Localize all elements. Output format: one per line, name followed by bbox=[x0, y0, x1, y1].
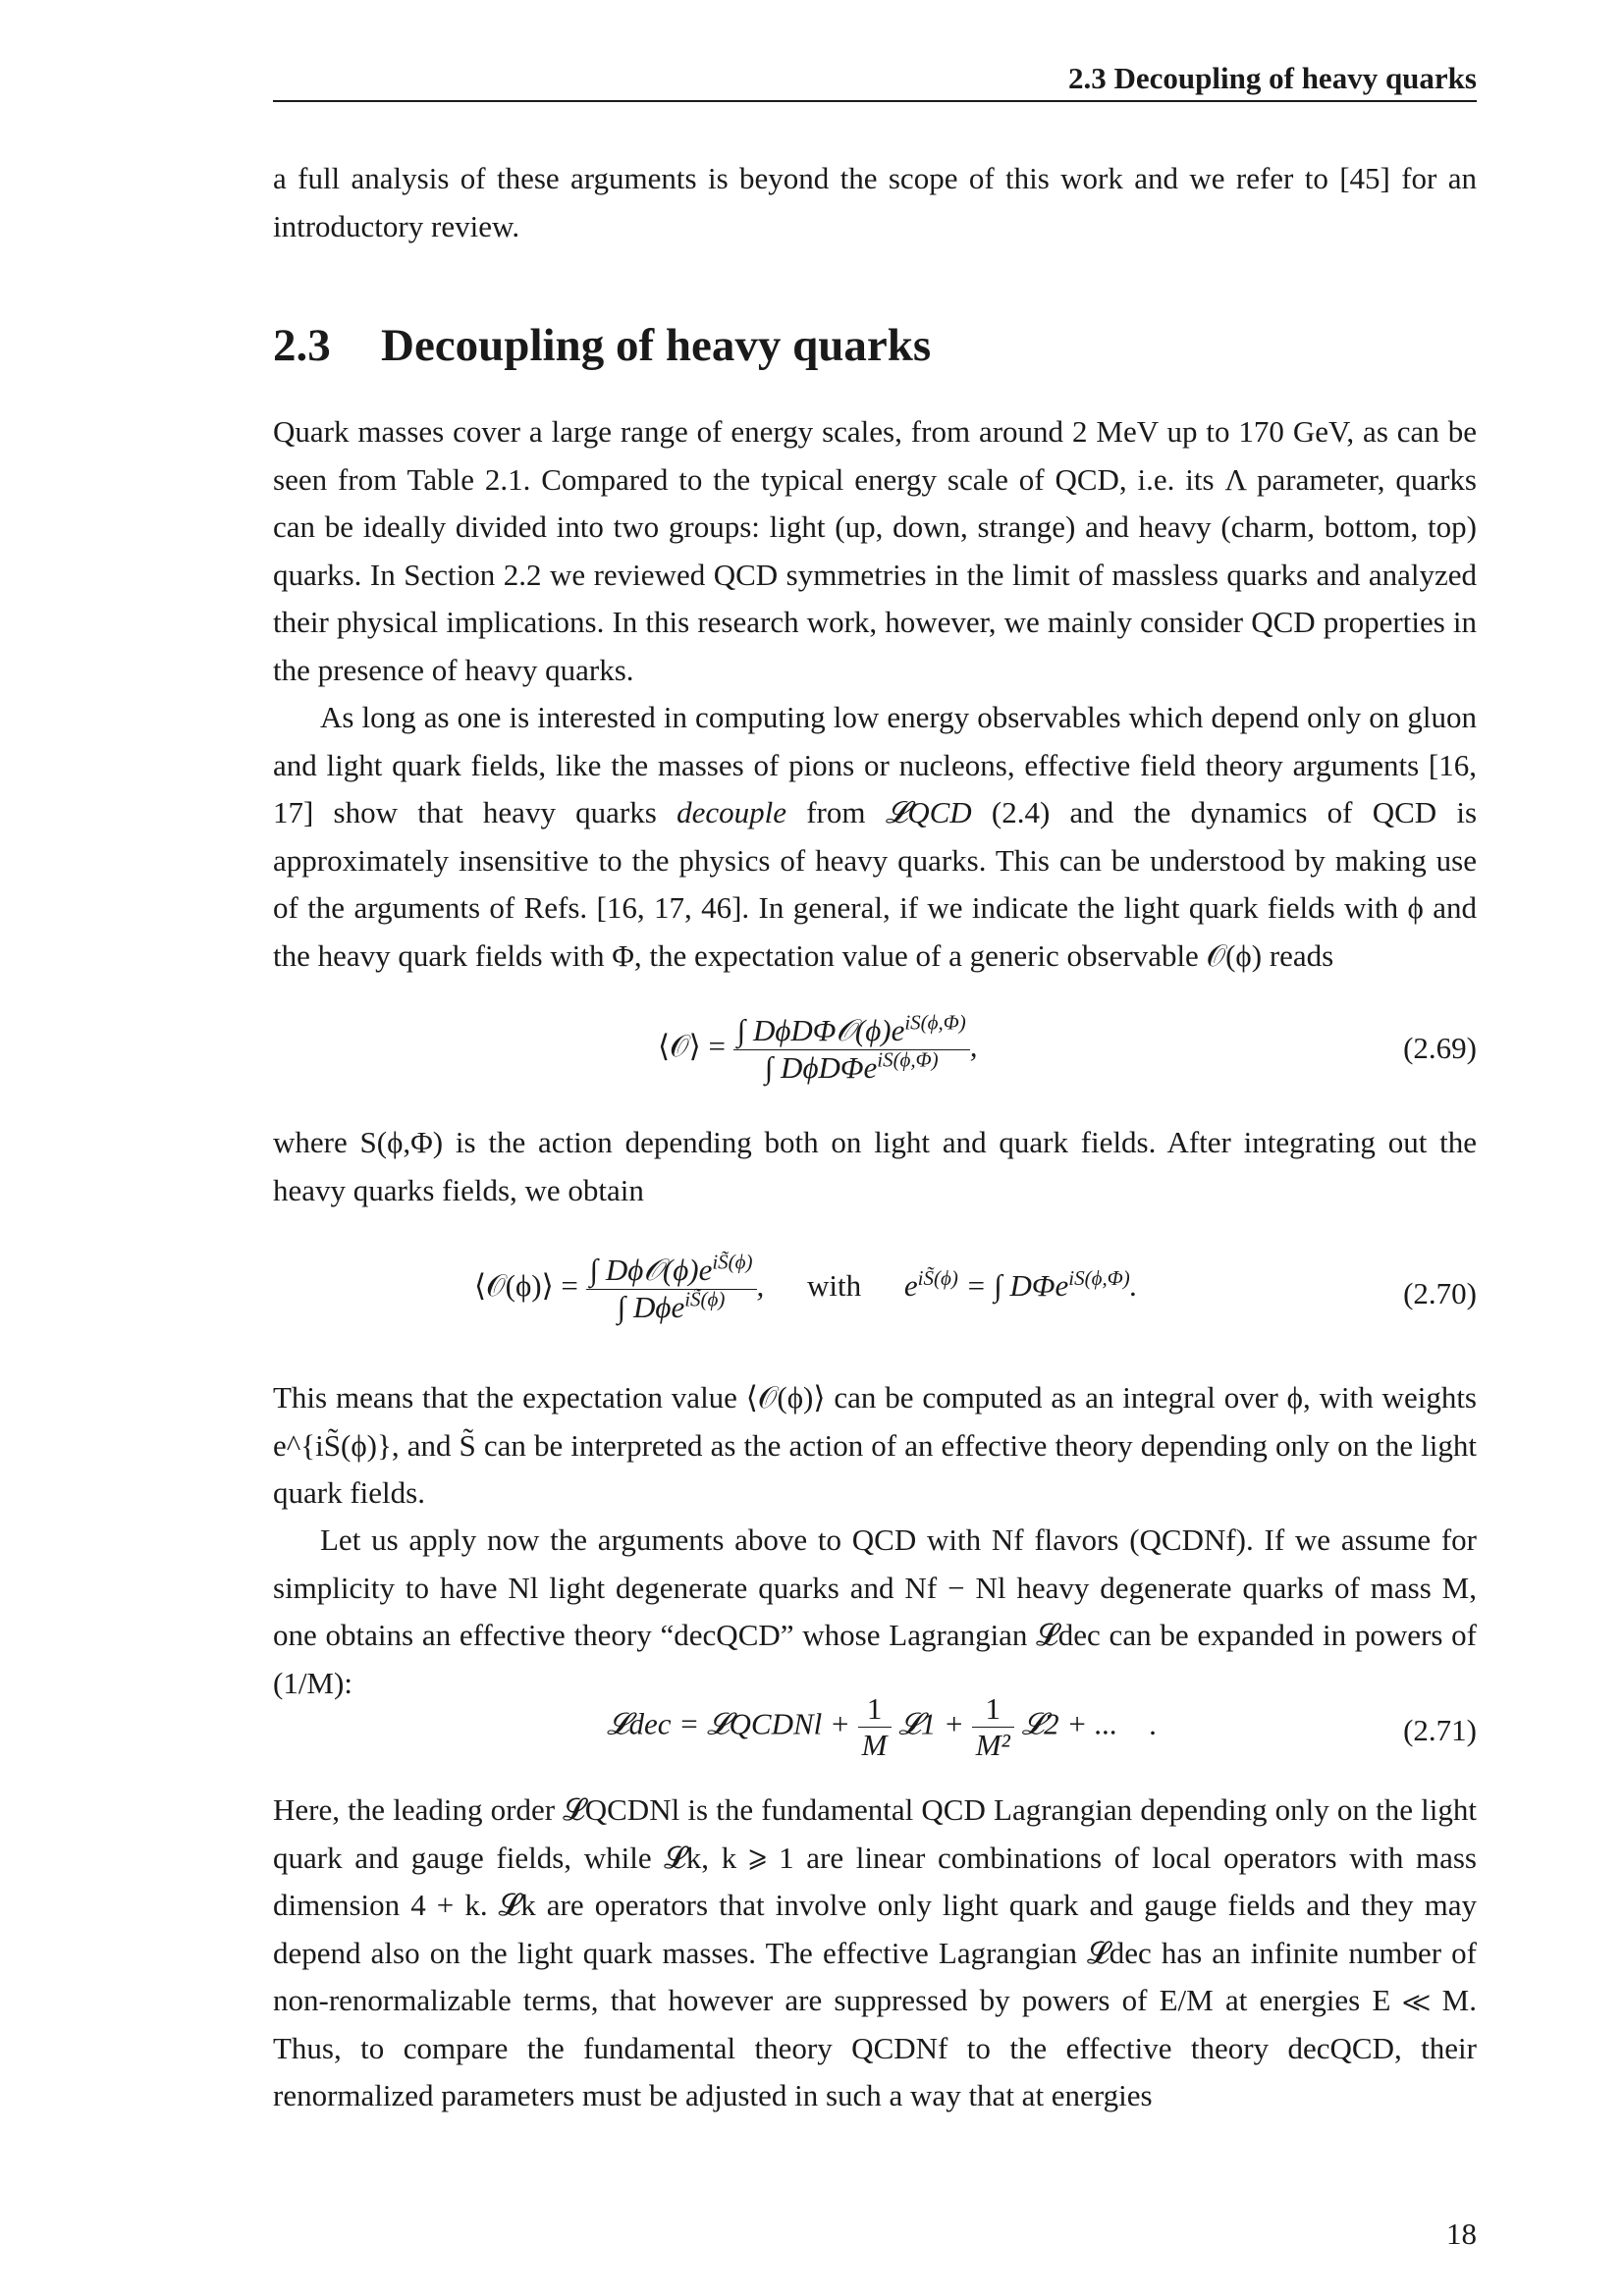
eq270-rhs-lhs: e bbox=[903, 1268, 918, 1304]
eq269-den-text: ∫ DϕDΦe bbox=[764, 1050, 878, 1085]
eq271-frac2-den: M² bbox=[975, 1728, 1010, 1762]
eq271-dot: . bbox=[1149, 1706, 1157, 1741]
paragraph-1-text: Quark masses cover a large range of energy scales, from around 2 MeV up to 170 GeV, as can be seen from Table 2.1. Compared to the typical energy scale of QCD, i.e. its Λ parameter, quarks can be ideally divided into two groups: light (up, down, strange) and heavy (charm, bottom, top) quarks. In Section 2.2 we reviewed QCD symmetries in the limit of massless quarks and analyzed their physical implications. In this research work, however, we mainly consider QCD properties in the presence of heavy quarks. bbox=[273, 414, 1477, 687]
header-rule bbox=[273, 100, 1477, 102]
paragraph-2-part3: (2.4) and the dynamics of QCD is approximately insensitive to the physics of heavy quarks. This can be understood by making use of the arguments of Refs. [16, 17, 46]. In general, if we indicate the light quark fields with ϕ and the heavy quark fields with Φ, the expectation value of a generic observable 𝒪(ϕ) reads bbox=[273, 795, 1478, 973]
paragraph-6-text: Here, the leading order 𝓛QCDNl is the fundamental QCD Lagrangian depending only on the light quark and gauge fields, while 𝓛k, k ⩾ 1 are linear combinations of local operators with mass dimension 4 + k. 𝓛k are operators that involve only light quark and gauge fields and they may depend also on the light quark masses. The effective Lagrangian 𝓛dec has an infinite number of non-renormalizable terms, that however are suppressed by powers of E/M at energies E ≪ M. Thus, to compare the fundamental theory QCDNf to the effective theory decQCD, their renormalized parameters must be adjusted in such a way that at energies bbox=[273, 1792, 1477, 2112]
equation-tag-2-69: (2.69) bbox=[1403, 1031, 1477, 1065]
eq270-den-sup: iS̃(ϕ) bbox=[684, 1287, 726, 1311]
paragraph-3 bbox=[273, 1119, 1477, 1214]
paragraph-1 bbox=[273, 408, 1477, 694]
paragraph-3-text: where S(ϕ,Φ) is the action depending both on light and quark fields. After integrating out the heavy quarks fields, we obtain bbox=[273, 1125, 1477, 1207]
equation-2-71-body bbox=[607, 1691, 1157, 1763]
paragraph-2-part1: As long as one is interested in computing low energy observables which depend only on gluon and light quark fields, like the masses of pions or nucleons, effective field theory arguments [16, 17] show that heavy quarks bbox=[273, 700, 1477, 829]
paragraph-5-text: Let us apply now the arguments above to QCD with Nf flavors (QCDNf). If we assume for simplicity to have Nl light degenerate quarks and Nf − Nl heavy degenerate quarks of mass M, one obtains an effective theory “decQCD” whose Lagrangian 𝓛dec can be expanded in powers of (1/M): bbox=[273, 1522, 1477, 1700]
eq270-rhs-lhs-sup: iS̃(ϕ) bbox=[917, 1265, 958, 1290]
section-heading bbox=[273, 316, 931, 375]
section-title: Decoupling of heavy quarks bbox=[381, 320, 932, 371]
eq269-denominator bbox=[733, 1047, 970, 1086]
intro-paragraph bbox=[273, 155, 1477, 250]
eq270-rhs-sup: iS(ϕ,Φ) bbox=[1068, 1265, 1130, 1290]
eq270-lhs: ⟨𝒪(ϕ)⟩ = bbox=[474, 1268, 578, 1304]
eq271-fraction-2 bbox=[972, 1691, 1014, 1763]
equation-2-71 bbox=[273, 1691, 1477, 1772]
equation-2-69-body: ⟨𝒪⟩ = $\frac{\int D\phi D\Phi 𝒪(\phi)e^{iS(\phi,\Phi)}}{\int D\phi D\Phi e^{iS(\phi,\Phi)}}$ , bbox=[658, 1010, 978, 1085]
intro-paragraph-text: a full analysis of these arguments is beyond the scope of this work and we refer to [45] for an introductory review. bbox=[273, 161, 1477, 243]
eq269-num-sup: iS(ϕ,Φ) bbox=[904, 1010, 966, 1035]
equation-tag-2-70: (2.70) bbox=[1403, 1276, 1477, 1310]
paragraph-2-part2: from bbox=[806, 795, 866, 829]
paragraph-2-text bbox=[273, 694, 1477, 980]
equation-tag-2-71: (2.71) bbox=[1403, 1713, 1477, 1747]
paragraph-2 bbox=[273, 694, 1477, 980]
paragraph-4-text: This means that the expectation value ⟨𝒪(ϕ)⟩ can be computed as an integral over ϕ, with weights e^{iS̃(ϕ)}, and S̃ can be interpreted as the action of an effective theory depending only on the light quark fields. bbox=[273, 1380, 1477, 1510]
eq271-fraction-1 bbox=[858, 1691, 892, 1763]
eq269-fraction bbox=[733, 1010, 970, 1086]
eq271-term2: 𝓛2 + ... bbox=[1021, 1706, 1118, 1741]
eq271-frac1-den: M bbox=[861, 1728, 888, 1762]
section-number: 2.3 bbox=[273, 320, 331, 371]
eq271-frac1-num: 1 bbox=[858, 1691, 892, 1728]
eq271-lhs: 𝓛dec = 𝓛QCDNl + bbox=[607, 1706, 850, 1741]
eq269-den-sup: iS(ϕ,Φ) bbox=[877, 1047, 939, 1072]
eq270-den-text: ∫ Dϕe bbox=[617, 1290, 685, 1324]
eq269-num-text: ∫ DϕDΦ𝒪(ϕ)e bbox=[736, 1013, 905, 1047]
emphasis-decouple: decouple bbox=[677, 795, 786, 829]
lagrangian-qcd-symbol: 𝓛QCD bbox=[885, 795, 972, 829]
eq269-numerator bbox=[733, 1010, 970, 1050]
eq270-numerator bbox=[586, 1250, 757, 1290]
eq270-rhs: = ∫ DΦe bbox=[965, 1268, 1069, 1304]
equation-2-70-body: ⟨𝒪(ϕ)⟩ = $\frac{\int D\phi 𝒪(\phi)e^{iS̃(\phi)}}{\int D\phi e^{iS̃(\phi)}}$ , with $e^{iS̃(\phi)}$ = ∫ DΦe$^{iS(\phi,\Phi)}$. bbox=[474, 1250, 1138, 1324]
running-head: 2.3 Decoupling of heavy quarks bbox=[1068, 61, 1477, 95]
eq270-num-text: ∫ Dϕ𝒪(ϕ)e bbox=[589, 1253, 713, 1287]
paragraph-5 bbox=[273, 1517, 1477, 1707]
eq270-with: with bbox=[807, 1268, 862, 1304]
page-number: 18 bbox=[1446, 2216, 1477, 2251]
eq270-fraction bbox=[586, 1250, 757, 1325]
eq271-frac2-num: 1 bbox=[972, 1691, 1014, 1728]
eq269-lhs: ⟨𝒪⟩ = bbox=[658, 1029, 726, 1064]
eq270-denominator bbox=[586, 1287, 757, 1325]
paragraph-6 bbox=[273, 1787, 1477, 2120]
paragraph-4 bbox=[273, 1374, 1477, 1518]
eq271-term1: 𝓛1 + bbox=[898, 1706, 964, 1741]
eq270-num-sup: iS̃(ϕ) bbox=[712, 1250, 753, 1274]
